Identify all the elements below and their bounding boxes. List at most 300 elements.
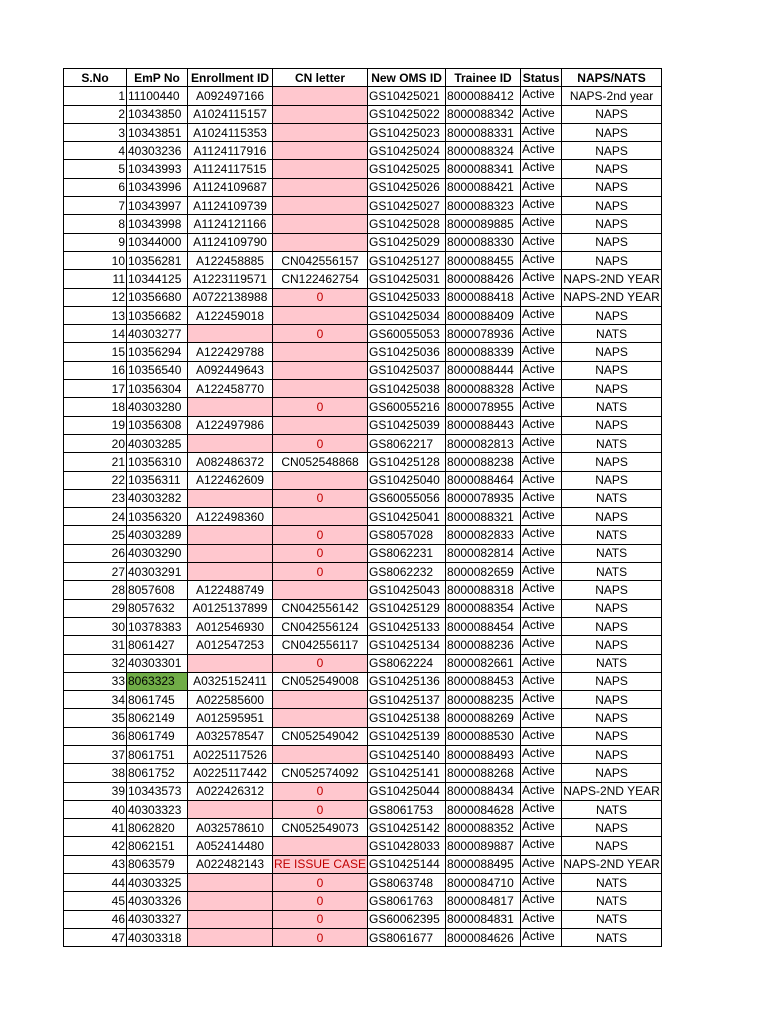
cn-letter-cell[interactable]	[273, 178, 368, 196]
status-cell[interactable]: Active	[521, 105, 562, 123]
status-cell[interactable]: Active	[521, 508, 562, 526]
oms-id-cell[interactable]: GS10425024	[368, 142, 446, 160]
cn-letter-cell[interactable]: CN052549008	[273, 672, 368, 690]
trainee-id-cell[interactable]: 8000088328	[446, 380, 521, 398]
cn-letter-cell[interactable]	[273, 416, 368, 434]
sno-cell[interactable]: 24	[64, 508, 127, 526]
oms-id-cell[interactable]: GS10425039	[368, 416, 446, 434]
naps-nats-cell[interactable]: NAPS	[562, 471, 662, 489]
naps-nats-cell[interactable]: NAPS	[562, 343, 662, 361]
status-cell[interactable]: Active	[521, 306, 562, 324]
emp-no-cell[interactable]: 10356680	[127, 288, 188, 306]
sno-cell[interactable]: 42	[64, 837, 127, 855]
oms-id-cell[interactable]: GS60055216	[368, 398, 446, 416]
oms-id-cell[interactable]: GS8062217	[368, 434, 446, 452]
naps-nats-cell[interactable]: NAPS	[562, 764, 662, 782]
status-cell[interactable]: Active	[521, 361, 562, 379]
oms-id-cell[interactable]: GS10428033	[368, 837, 446, 855]
cn-letter-cell[interactable]	[273, 160, 368, 178]
naps-nats-cell[interactable]: NAPS	[562, 160, 662, 178]
cn-letter-cell[interactable]	[273, 343, 368, 361]
enrollment-id-cell[interactable]: A122488749	[188, 581, 273, 599]
cn-letter-cell[interactable]: CN042556124	[273, 617, 368, 635]
enrollment-id-cell[interactable]	[188, 892, 273, 910]
enrollment-id-cell[interactable]: A0225117526	[188, 745, 273, 763]
sno-cell[interactable]: 45	[64, 892, 127, 910]
naps-nats-cell[interactable]: NAPS	[562, 306, 662, 324]
cn-letter-cell[interactable]: 0	[273, 928, 368, 946]
naps-nats-cell[interactable]: NAPS	[562, 233, 662, 251]
cn-letter-cell[interactable]: CN042556142	[273, 599, 368, 617]
cn-letter-cell[interactable]: 0	[273, 654, 368, 672]
status-cell[interactable]: Active	[521, 526, 562, 544]
enrollment-id-cell[interactable]: A1124117515	[188, 160, 273, 178]
status-cell[interactable]: Active	[521, 453, 562, 471]
enrollment-id-cell[interactable]: A122458770	[188, 380, 273, 398]
cn-letter-cell[interactable]: 0	[273, 489, 368, 507]
emp-no-cell[interactable]: 10343573	[127, 782, 188, 800]
oms-id-cell[interactable]: GS10425022	[368, 105, 446, 123]
oms-id-cell[interactable]: GS10425144	[368, 855, 446, 873]
col-header-sno[interactable]: S.No	[64, 69, 127, 87]
naps-nats-cell[interactable]: NATS	[562, 398, 662, 416]
status-cell[interactable]: Active	[521, 343, 562, 361]
cn-letter-cell[interactable]: 0	[273, 288, 368, 306]
trainee-id-cell[interactable]: 8000088444	[446, 361, 521, 379]
enrollment-id-cell[interactable]: A022585600	[188, 691, 273, 709]
naps-nats-cell[interactable]: NAPS	[562, 105, 662, 123]
naps-nats-cell[interactable]: NAPS	[562, 251, 662, 269]
trainee-id-cell[interactable]: 8000084831	[446, 910, 521, 928]
naps-nats-cell[interactable]: NAPS	[562, 727, 662, 745]
emp-no-cell[interactable]: 40303236	[127, 142, 188, 160]
enrollment-id-cell[interactable]: A032578610	[188, 819, 273, 837]
emp-no-cell[interactable]: 10356281	[127, 251, 188, 269]
status-cell[interactable]: Active	[521, 672, 562, 690]
trainee-id-cell[interactable]: 8000088331	[446, 123, 521, 141]
sno-cell[interactable]: 37	[64, 745, 127, 763]
oms-id-cell[interactable]: GS8062224	[368, 654, 446, 672]
enrollment-id-cell[interactable]: A122459018	[188, 306, 273, 324]
oms-id-cell[interactable]: GS8061763	[368, 892, 446, 910]
status-cell[interactable]: Active	[521, 837, 562, 855]
status-cell[interactable]: Active	[521, 398, 562, 416]
naps-nats-cell[interactable]: NATS	[562, 910, 662, 928]
oms-id-cell[interactable]: GS8062231	[368, 544, 446, 562]
oms-id-cell[interactable]: GS8061677	[368, 928, 446, 946]
trainee-id-cell[interactable]: 8000088238	[446, 453, 521, 471]
trainee-id-cell[interactable]: 8000078955	[446, 398, 521, 416]
trainee-id-cell[interactable]: 8000078935	[446, 489, 521, 507]
oms-id-cell[interactable]: GS10425141	[368, 764, 446, 782]
status-cell[interactable]: Active	[521, 764, 562, 782]
cn-letter-cell[interactable]	[273, 142, 368, 160]
trainee-id-cell[interactable]: 8000084626	[446, 928, 521, 946]
trainee-id-cell[interactable]: 8000088493	[446, 745, 521, 763]
trainee-id-cell[interactable]: 8000088412	[446, 87, 521, 105]
emp-no-cell[interactable]: 10356294	[127, 343, 188, 361]
status-cell[interactable]: Active	[521, 928, 562, 946]
sno-cell[interactable]: 1	[64, 87, 127, 105]
sno-cell[interactable]: 40	[64, 800, 127, 818]
emp-no-cell[interactable]: 40303326	[127, 892, 188, 910]
emp-no-cell[interactable]: 8057632	[127, 599, 188, 617]
naps-nats-cell[interactable]: NAPS	[562, 508, 662, 526]
enrollment-id-cell[interactable]: A0722138988	[188, 288, 273, 306]
col-header-new-oms-id[interactable]: New OMS ID	[368, 69, 446, 87]
naps-nats-cell[interactable]: NAPS	[562, 837, 662, 855]
status-cell[interactable]: Active	[521, 892, 562, 910]
emp-no-cell[interactable]: 10356304	[127, 380, 188, 398]
emp-no-cell[interactable]: 10378383	[127, 617, 188, 635]
trainee-id-cell[interactable]: 8000088464	[446, 471, 521, 489]
cn-letter-cell[interactable]: 0	[273, 434, 368, 452]
status-cell[interactable]: Active	[521, 910, 562, 928]
emp-no-cell[interactable]: 40303325	[127, 874, 188, 892]
enrollment-id-cell[interactable]: A012547253	[188, 636, 273, 654]
trainee-id-cell[interactable]: 8000088426	[446, 270, 521, 288]
emp-no-cell[interactable]: 11100440	[127, 87, 188, 105]
oms-id-cell[interactable]: GS10425031	[368, 270, 446, 288]
emp-no-cell[interactable]: 8057608	[127, 581, 188, 599]
enrollment-id-cell[interactable]: A092449643	[188, 361, 273, 379]
enrollment-id-cell[interactable]: A032578547	[188, 727, 273, 745]
sno-cell[interactable]: 28	[64, 581, 127, 599]
enrollment-id-cell[interactable]	[188, 654, 273, 672]
sno-cell[interactable]: 15	[64, 343, 127, 361]
oms-id-cell[interactable]: GS8062232	[368, 563, 446, 581]
emp-no-cell[interactable]: 10356310	[127, 453, 188, 471]
trainee-id-cell[interactable]: 8000088453	[446, 672, 521, 690]
trainee-id-cell[interactable]: 8000084628	[446, 800, 521, 818]
status-cell[interactable]: Active	[521, 636, 562, 654]
cn-letter-cell[interactable]	[273, 87, 368, 105]
trainee-id-cell[interactable]: 8000082813	[446, 434, 521, 452]
status-cell[interactable]: Active	[521, 142, 562, 160]
cn-letter-cell[interactable]	[273, 508, 368, 526]
trainee-id-cell[interactable]: 8000088421	[446, 178, 521, 196]
oms-id-cell[interactable]: GS10425023	[368, 123, 446, 141]
oms-id-cell[interactable]: GS10425037	[368, 361, 446, 379]
trainee-id-cell[interactable]: 8000088352	[446, 819, 521, 837]
oms-id-cell[interactable]: GS10425034	[368, 306, 446, 324]
naps-nats-cell[interactable]: NAPS	[562, 142, 662, 160]
oms-id-cell[interactable]: GS10425040	[368, 471, 446, 489]
naps-nats-cell[interactable]: NAPS	[562, 380, 662, 398]
emp-no-cell[interactable]: 8062149	[127, 709, 188, 727]
cn-letter-cell[interactable]: CN052548868	[273, 453, 368, 471]
naps-nats-cell[interactable]: NAPS	[562, 581, 662, 599]
sno-cell[interactable]: 8	[64, 215, 127, 233]
oms-id-cell[interactable]: GS10425038	[368, 380, 446, 398]
sno-cell[interactable]: 32	[64, 654, 127, 672]
status-cell[interactable]: Active	[521, 709, 562, 727]
status-cell[interactable]: Active	[521, 782, 562, 800]
sno-cell[interactable]: 38	[64, 764, 127, 782]
trainee-id-cell[interactable]: 8000088443	[446, 416, 521, 434]
naps-nats-cell[interactable]: NAPS	[562, 617, 662, 635]
cn-letter-cell[interactable]: 0	[273, 782, 368, 800]
sno-cell[interactable]: 27	[64, 563, 127, 581]
trainee-id-cell[interactable]: 8000088418	[446, 288, 521, 306]
cn-letter-cell[interactable]	[273, 197, 368, 215]
oms-id-cell[interactable]: GS10425029	[368, 233, 446, 251]
trainee-id-cell[interactable]: 8000088330	[446, 233, 521, 251]
trainee-id-cell[interactable]: 8000088409	[446, 306, 521, 324]
enrollment-id-cell[interactable]	[188, 325, 273, 343]
emp-no-cell[interactable]: 10344000	[127, 233, 188, 251]
sno-cell[interactable]: 47	[64, 928, 127, 946]
emp-no-cell[interactable]: 10343993	[127, 160, 188, 178]
sno-cell[interactable]: 6	[64, 178, 127, 196]
status-cell[interactable]: Active	[521, 270, 562, 288]
cn-letter-cell[interactable]: 0	[273, 398, 368, 416]
sno-cell[interactable]: 31	[64, 636, 127, 654]
naps-nats-cell[interactable]: NAPS-2ND YEAR	[562, 270, 662, 288]
cn-letter-cell[interactable]	[273, 306, 368, 324]
cn-letter-cell[interactable]: CN052549042	[273, 727, 368, 745]
enrollment-id-cell[interactable]: A022426312	[188, 782, 273, 800]
emp-no-cell[interactable]: 10356308	[127, 416, 188, 434]
cn-letter-cell[interactable]	[273, 581, 368, 599]
col-header-cn-letter[interactable]: CN letter	[273, 69, 368, 87]
emp-no-cell[interactable]: 40303277	[127, 325, 188, 343]
enrollment-id-cell[interactable]	[188, 874, 273, 892]
naps-nats-cell[interactable]: NAPS	[562, 197, 662, 215]
sno-cell[interactable]: 11	[64, 270, 127, 288]
oms-id-cell[interactable]: GS10425043	[368, 581, 446, 599]
cn-letter-cell[interactable]: 0	[273, 563, 368, 581]
trainee-id-cell[interactable]: 8000088235	[446, 691, 521, 709]
sno-cell[interactable]: 21	[64, 453, 127, 471]
oms-id-cell[interactable]: GS10425025	[368, 160, 446, 178]
emp-no-cell[interactable]: 40303323	[127, 800, 188, 818]
sno-cell[interactable]: 34	[64, 691, 127, 709]
enrollment-id-cell[interactable]: A052414480	[188, 837, 273, 855]
status-cell[interactable]: Active	[521, 434, 562, 452]
trainee-id-cell[interactable]: 8000082661	[446, 654, 521, 672]
cn-letter-cell[interactable]: 0	[273, 526, 368, 544]
enrollment-id-cell[interactable]	[188, 398, 273, 416]
sno-cell[interactable]: 36	[64, 727, 127, 745]
enrollment-id-cell[interactable]: A1223119571	[188, 270, 273, 288]
emp-no-cell[interactable]: 40303291	[127, 563, 188, 581]
trainee-id-cell[interactable]: 8000078936	[446, 325, 521, 343]
cn-letter-cell[interactable]	[273, 105, 368, 123]
oms-id-cell[interactable]: GS10425136	[368, 672, 446, 690]
col-header-trainee-id[interactable]: Trainee ID	[446, 69, 521, 87]
emp-no-cell[interactable]: 40303285	[127, 434, 188, 452]
naps-nats-cell[interactable]: NATS	[562, 892, 662, 910]
naps-nats-cell[interactable]: NAPS	[562, 636, 662, 654]
trainee-id-cell[interactable]: 8000088341	[446, 160, 521, 178]
sno-cell[interactable]: 2	[64, 105, 127, 123]
sno-cell[interactable]: 18	[64, 398, 127, 416]
sno-cell[interactable]: 39	[64, 782, 127, 800]
oms-id-cell[interactable]: GS60062395	[368, 910, 446, 928]
naps-nats-cell[interactable]: NAPS	[562, 819, 662, 837]
col-header-naps-nats[interactable]: NAPS/NATS	[562, 69, 662, 87]
naps-nats-cell[interactable]: NAPS-2ND YEAR	[562, 782, 662, 800]
oms-id-cell[interactable]: GS10425128	[368, 453, 446, 471]
emp-no-cell[interactable]: 8061427	[127, 636, 188, 654]
sno-cell[interactable]: 22	[64, 471, 127, 489]
oms-id-cell[interactable]: GS10425041	[368, 508, 446, 526]
trainee-id-cell[interactable]: 8000088455	[446, 251, 521, 269]
cn-letter-cell[interactable]	[273, 837, 368, 855]
status-cell[interactable]: Active	[521, 489, 562, 507]
enrollment-id-cell[interactable]: A012546930	[188, 617, 273, 635]
sno-cell[interactable]: 44	[64, 874, 127, 892]
naps-nats-cell[interactable]: NAPS	[562, 416, 662, 434]
trainee-id-cell[interactable]: 8000088236	[446, 636, 521, 654]
status-cell[interactable]: Active	[521, 874, 562, 892]
status-cell[interactable]: Active	[521, 325, 562, 343]
oms-id-cell[interactable]: GS10425134	[368, 636, 446, 654]
emp-no-cell[interactable]: 8061752	[127, 764, 188, 782]
enrollment-id-cell[interactable]	[188, 563, 273, 581]
cn-letter-cell[interactable]	[273, 745, 368, 763]
sno-cell[interactable]: 10	[64, 251, 127, 269]
enrollment-id-cell[interactable]: A012595951	[188, 709, 273, 727]
emp-no-cell[interactable]: 8063323	[127, 672, 188, 690]
emp-no-cell[interactable]: 40303290	[127, 544, 188, 562]
cn-letter-cell[interactable]	[273, 361, 368, 379]
trainee-id-cell[interactable]: 8000088321	[446, 508, 521, 526]
naps-nats-cell[interactable]: NAPS	[562, 745, 662, 763]
naps-nats-cell[interactable]: NAPS-2ND YEAR	[562, 855, 662, 873]
status-cell[interactable]: Active	[521, 87, 562, 105]
cn-letter-cell[interactable]: 0	[273, 892, 368, 910]
trainee-id-cell[interactable]: 8000082814	[446, 544, 521, 562]
enrollment-id-cell[interactable]: A122429788	[188, 343, 273, 361]
trainee-id-cell[interactable]: 8000084817	[446, 892, 521, 910]
status-cell[interactable]: Active	[521, 380, 562, 398]
cn-letter-cell[interactable]	[273, 123, 368, 141]
status-cell[interactable]: Active	[521, 160, 562, 178]
naps-nats-cell[interactable]: NATS	[562, 544, 662, 562]
oms-id-cell[interactable]: GS10425133	[368, 617, 446, 635]
emp-no-cell[interactable]: 8061751	[127, 745, 188, 763]
status-cell[interactable]: Active	[521, 581, 562, 599]
trainee-id-cell[interactable]: 8000088339	[446, 343, 521, 361]
cn-letter-cell[interactable]: CN042556157	[273, 251, 368, 269]
enrollment-id-cell[interactable]: A0125137899	[188, 599, 273, 617]
enrollment-id-cell[interactable]	[188, 489, 273, 507]
enrollment-id-cell[interactable]: A1024115353	[188, 123, 273, 141]
cn-letter-cell[interactable]	[273, 691, 368, 709]
oms-id-cell[interactable]: GS10425033	[368, 288, 446, 306]
emp-no-cell[interactable]: 10343996	[127, 178, 188, 196]
sno-cell[interactable]: 17	[64, 380, 127, 398]
enrollment-id-cell[interactable]: A1124109790	[188, 233, 273, 251]
naps-nats-cell[interactable]: NAPS	[562, 215, 662, 233]
cn-letter-cell[interactable]: RE ISSUE CASE	[273, 855, 368, 873]
naps-nats-cell[interactable]: NAPS	[562, 178, 662, 196]
sno-cell[interactable]: 12	[64, 288, 127, 306]
status-cell[interactable]: Active	[521, 251, 562, 269]
enrollment-id-cell[interactable]: A0225117442	[188, 764, 273, 782]
enrollment-id-cell[interactable]	[188, 526, 273, 544]
enrollment-id-cell[interactable]: A092497166	[188, 87, 273, 105]
enrollment-id-cell[interactable]: A1024115157	[188, 105, 273, 123]
col-header-emp-no[interactable]: EmP No	[127, 69, 188, 87]
status-cell[interactable]: Active	[521, 416, 562, 434]
status-cell[interactable]: Active	[521, 617, 562, 635]
naps-nats-cell[interactable]: NATS	[562, 563, 662, 581]
naps-nats-cell[interactable]: NAPS	[562, 123, 662, 141]
oms-id-cell[interactable]: GS10425028	[368, 215, 446, 233]
sno-cell[interactable]: 23	[64, 489, 127, 507]
naps-nats-cell[interactable]: NATS	[562, 654, 662, 672]
emp-no-cell[interactable]: 10356540	[127, 361, 188, 379]
enrollment-id-cell[interactable]: A082486372	[188, 453, 273, 471]
emp-no-cell[interactable]: 10356682	[127, 306, 188, 324]
emp-no-cell[interactable]: 10344125	[127, 270, 188, 288]
naps-nats-cell[interactable]: NAPS	[562, 599, 662, 617]
enrollment-id-cell[interactable]: A122458885	[188, 251, 273, 269]
enrollment-id-cell[interactable]: A122498360	[188, 508, 273, 526]
trainee-id-cell[interactable]: 8000088454	[446, 617, 521, 635]
emp-no-cell[interactable]: 40303289	[127, 526, 188, 544]
status-cell[interactable]: Active	[521, 691, 562, 709]
trainee-id-cell[interactable]: 8000088324	[446, 142, 521, 160]
cn-letter-cell[interactable]	[273, 215, 368, 233]
enrollment-id-cell[interactable]: A1124109687	[188, 178, 273, 196]
trainee-id-cell[interactable]: 8000082833	[446, 526, 521, 544]
status-cell[interactable]: Active	[521, 800, 562, 818]
sno-cell[interactable]: 43	[64, 855, 127, 873]
naps-nats-cell[interactable]: NATS	[562, 489, 662, 507]
naps-nats-cell[interactable]: NAPS	[562, 453, 662, 471]
enrollment-id-cell[interactable]: A122497986	[188, 416, 273, 434]
naps-nats-cell[interactable]: NATS	[562, 325, 662, 343]
sno-cell[interactable]: 7	[64, 197, 127, 215]
oms-id-cell[interactable]: GS10425137	[368, 691, 446, 709]
oms-id-cell[interactable]: GS10425139	[368, 727, 446, 745]
sno-cell[interactable]: 46	[64, 910, 127, 928]
trainee-id-cell[interactable]: 8000089887	[446, 837, 521, 855]
naps-nats-cell[interactable]: NAPS	[562, 672, 662, 690]
enrollment-id-cell[interactable]	[188, 910, 273, 928]
trainee-id-cell[interactable]: 8000088268	[446, 764, 521, 782]
oms-id-cell[interactable]: GS60055053	[368, 325, 446, 343]
cn-letter-cell[interactable]: 0	[273, 325, 368, 343]
cn-letter-cell[interactable]: 0	[273, 910, 368, 928]
oms-id-cell[interactable]: GS10425026	[368, 178, 446, 196]
cn-letter-cell[interactable]	[273, 709, 368, 727]
cn-letter-cell[interactable]	[273, 471, 368, 489]
sno-cell[interactable]: 14	[64, 325, 127, 343]
status-cell[interactable]: Active	[521, 544, 562, 562]
cn-letter-cell[interactable]: 0	[273, 874, 368, 892]
naps-nats-cell[interactable]: NAPS	[562, 691, 662, 709]
col-header-enrollment-id[interactable]: Enrollment ID	[188, 69, 273, 87]
sno-cell[interactable]: 30	[64, 617, 127, 635]
sno-cell[interactable]: 20	[64, 434, 127, 452]
emp-no-cell[interactable]: 10343850	[127, 105, 188, 123]
status-cell[interactable]: Active	[521, 855, 562, 873]
sno-cell[interactable]: 33	[64, 672, 127, 690]
enrollment-id-cell[interactable]: A1124121166	[188, 215, 273, 233]
cn-letter-cell[interactable]: CN052574092	[273, 764, 368, 782]
emp-no-cell[interactable]: 10343997	[127, 197, 188, 215]
col-header-status[interactable]: Status	[521, 69, 562, 87]
enrollment-id-cell[interactable]	[188, 800, 273, 818]
emp-no-cell[interactable]: 8061749	[127, 727, 188, 745]
cn-letter-cell[interactable]: CN052549073	[273, 819, 368, 837]
sno-cell[interactable]: 3	[64, 123, 127, 141]
